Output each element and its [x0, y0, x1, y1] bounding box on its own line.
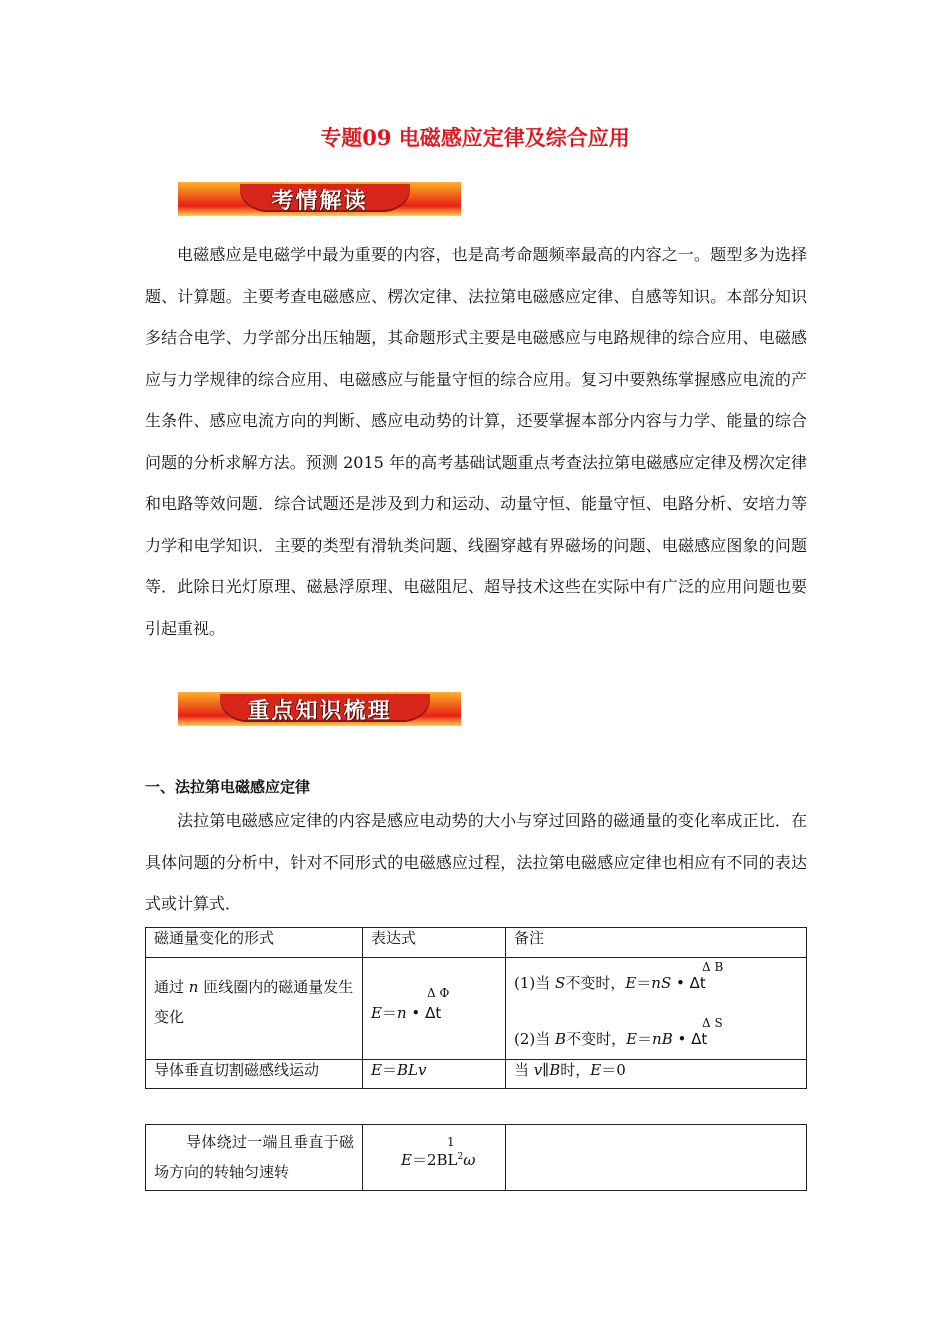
table-cell-note — [506, 1060, 807, 1089]
note-text: 时， — [560, 1061, 591, 1079]
table-row — [146, 1060, 807, 1089]
intro-paragraph: 电磁感应是电磁学中最为重要的内容，也是高考命题频率最高的内容之一。题型多为选择题、计算题。主要考查电磁感应、楞次定律、法拉第电磁感应定律、自感等知识。本部分知识多结合电学、力学部分出压轴题，其命题形式主要是电磁感应与电路规律的综合应用、电磁感应与力学规律的综合应用、电磁感应与能量守恒的综合应用。复习中要熟练掌握感应电流的产生条件、感应电流方向的判断、感应电动势的计算，还要掌握本部分内容与力学、能量的综合问题的分析求解方法。预测 2015 年的高考基础试题重点考查法拉第电磁感应定律及楞次定律和电路等效问题．综合试题还是涉及到力和运动、动量守恒、能量守恒、电路分析、安培力等力学和电学知识．主要的类型有滑轨类问题、线圈穿越有界磁场的问题、电磁感应图象的问题等．此除日光灯原理、磁悬浮原理、电磁阻尼、超导技术这些在实际中有广泛的应用问题也要引起重视。 — [145, 245, 807, 638]
table-header-cell: 表达式 — [363, 928, 506, 958]
equals-sign: ＝ — [636, 974, 652, 992]
table-cell-expression — [363, 1060, 506, 1089]
note-text: (2)当 — [514, 1030, 556, 1048]
formula-body: 2BL — [426, 1151, 458, 1169]
banner-label: 考情解读 — [271, 189, 368, 214]
table-cell-form: 导体绕过一端且垂直于磁场方向的转轴匀速转 — [146, 1125, 363, 1191]
formula-table — [145, 927, 807, 1089]
note-text: 当 — [514, 1061, 534, 1079]
variable-blv: BLv — [396, 1061, 427, 1079]
variable-e: E — [626, 1030, 638, 1048]
note-text: 不变时， — [566, 1030, 627, 1048]
formula-table-continued — [145, 1124, 807, 1191]
variable-b: B — [549, 1061, 561, 1079]
fraction-numerator: Δ Φ — [427, 986, 450, 1000]
variable-n: n — [188, 978, 199, 996]
cell-text: 通过 — [154, 978, 189, 996]
variable-e: E — [401, 1151, 412, 1169]
dot-operator: • — [411, 1004, 421, 1022]
parallel-sign: ∥ — [542, 1061, 550, 1079]
cell-text: 匝线圈内的磁通量发生变化 — [154, 978, 354, 1026]
expression-line — [371, 1002, 441, 1023]
note-text: ＝0 — [601, 1061, 626, 1079]
table-row — [146, 958, 807, 1060]
equals-sign: ＝ — [381, 1004, 397, 1022]
dot-operator: • — [676, 974, 685, 992]
note-denominator: Δt — [691, 1030, 708, 1048]
table-cell-form: 导体垂直切割磁感线运动 — [146, 1060, 363, 1089]
variable-e: E — [371, 1004, 382, 1022]
variable-omega: ω — [463, 1151, 476, 1169]
equals-sign: ＝ — [381, 1061, 397, 1079]
variable-n: n — [396, 1004, 407, 1022]
note-text: 不变时， — [565, 974, 626, 992]
page-title: 专题09 电磁感应定律及综合应用 — [320, 125, 630, 150]
table-row — [146, 1125, 807, 1191]
variable-b: B — [555, 1030, 567, 1048]
section-banner-key-knowledge — [178, 692, 461, 726]
note-numerator: Δ S — [702, 1016, 723, 1030]
note-text: (1)当 — [514, 974, 556, 992]
banner-label: 重点知识梳理 — [247, 699, 392, 724]
variable-s: S — [555, 974, 566, 992]
dot-operator: • — [677, 1030, 687, 1048]
fraction-numerator: 1 — [447, 1135, 455, 1149]
note-denominator: Δt — [689, 974, 706, 992]
section-paragraph: 法拉第电磁感应定律的内容是感应电动势的大小与穿过回路的磁通量的变化率成正比．在具体问题的分析中，针对不同形式的电磁感应过程，法拉第电磁感应定律也相应有不同的表达式或计算式． — [145, 811, 807, 913]
exponent: 2 — [457, 1152, 464, 1162]
variable-e: E — [590, 1061, 602, 1079]
table-header-cell: 磁通量变化的形式 — [146, 928, 363, 958]
table-cell-expression — [363, 1125, 506, 1191]
variable-ns: nS — [651, 974, 672, 992]
note-line-2 — [514, 1028, 707, 1049]
fraction-denominator: Δt — [425, 1004, 442, 1022]
equals-sign: ＝ — [411, 1151, 427, 1169]
section-heading: 一、法拉第电磁感应定律 — [145, 778, 311, 796]
table-header-cell: 备注 — [506, 928, 807, 958]
section-banner-exam-analysis — [178, 182, 461, 216]
table-cell-note — [506, 958, 807, 1060]
variable-nb: nB — [652, 1030, 673, 1048]
note-numerator: Δ B — [702, 960, 724, 974]
note-line-1 — [514, 972, 706, 993]
table-header-row — [146, 928, 807, 958]
table-cell-note — [506, 1125, 807, 1191]
variable-e: E — [625, 974, 637, 992]
expression-line — [401, 1149, 475, 1170]
table-cell-form — [146, 958, 363, 1060]
equals-sign: ＝ — [637, 1030, 653, 1048]
table-cell-expression — [363, 958, 506, 1060]
variable-e: E — [371, 1061, 382, 1079]
variable-v: v — [533, 1061, 543, 1079]
